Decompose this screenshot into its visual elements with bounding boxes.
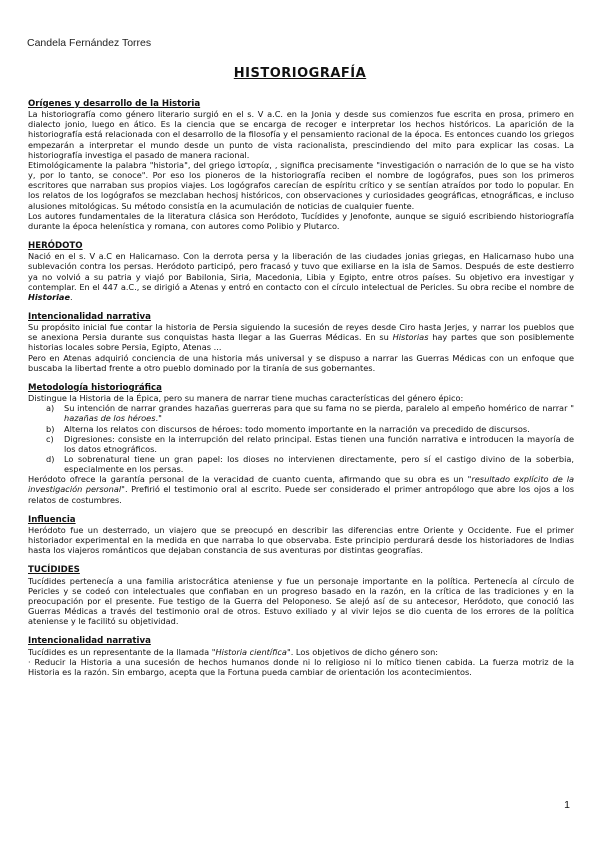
- document-body: [28, 99, 574, 677]
- paragraph: Pero en Atenas adquirió conciencia de una historia más universal y se dispuso a narrar las Guerras Médicas con un enfoque que buscaba la libertad frente a otro pueblo dominado por la tiranía de sus gobernantes.: [28, 352, 574, 373]
- section-heading-metodologia: Metodología historiográfica: [28, 382, 162, 393]
- paragraph: La historiografía como género literario surgió en el s. V a.C. en la Jonia y desde sus comienzos fue escrita en prosa, primero en dialecto jonio, luego en ático. Es la ciencia que se encarga de recoger e interpretar los hechos históricos. La aparición de la historiografía está relacionada con el desarrollo de la filosofía y el pensamiento racional de la época. Es entonces cuando los griegos empezarán a interpretar el mundo desde un punto de vista racionalista, prescindiendo del mito para explicar las cosas. La historiografía investiga el pasado de manera racional.: [28, 109, 574, 160]
- section-heading-origenes: Orígenes y desarrollo de la Historia: [28, 99, 201, 109]
- paragraph: Heródoto fue un desterrado, un viajero que se preocupó en describir las diferencias entre Oriente y Occidente. Fue el primer historiador experimental en la medida en que narraba lo que observaba. Este principio perdurará desde los historiadores de Indias hasta los viajeros románticos que dejaban constancia de sus aventuras por distintas geografías.: [28, 524, 574, 556]
- paragraph: Etimológicamente la palabra "historia", del griego ἱστορία, , significa precisamente "investigación o narración de lo que se ha visto y, por lo tanto, se conoce". Por eso los pioneros de la historiografía reciben el nombre de logógrafos, pues son los primeros escritores que narraban sus propios viajes. Los logógrafos carecían de espíritu crítico y se sentían atraídos por todo lo popular. En los relatos de los logógrafos se mezclaban hechosj históricos, con observaciones y curiosidades geográficas, etnográficas, e incluso alusiones mitológicas. Su método consistía en la acumulación de noticias de cualquier fuente.: [28, 159, 574, 211]
- section-heading-tucidides: TUCÍDIDES: [28, 565, 80, 576]
- list-item: b) Alterna los relatos con discursos de héroes: todo momento importante en la narración va precedido de discursos.: [46, 423, 530, 434]
- section-heading-intencionalidad-2: Intencionalidad narrativa: [28, 636, 151, 647]
- paragraph: Su propósito inicial fue contar la historia de Persia siguiendo la sucesión de reyes desde Ciro hasta Jerjes, y narrar los pueblos que se anexiona Persia durante sus conquistas hasta llegar a las Guerras Médicas. En su Historias hay partes que son posiblemente historias locales sobre Persia, Egipto, Atenas ...: [28, 322, 574, 353]
- features-list: [28, 403, 574, 474]
- list-item: a) Su intención de narrar grandes hazañas guerreras para que su fama no se pierda, paralelo al empeño homérico de narrar " hazañas de los héroes.": [46, 403, 574, 424]
- document-title: HISTORIOGRAFÍA: [233, 66, 367, 81]
- paragraph: · Reducir la Historia a una sucesión de hechos humanos donde ni lo religioso ni lo mítico tienen cabida. La fuerza motriz de la Historia es la razón. Sin embargo, acepta que la Fortuna pueda cambiar de orientación los acontecimientos.: [28, 656, 574, 677]
- page-number: 1: [564, 799, 570, 811]
- list-item: c) Digresiones: consiste en la interrupción del relato principal. Estas tienen una función narrativa e introducen la mayoría de los datos etnográficos.: [46, 433, 574, 454]
- paragraph: Los autores fundamentales de la literatura clásica son Heródoto, Tucídides y Jenofonte, aunque se siguió escribiendo historiografía durante la época helenística y romana, con autores como Polibio y Plutarco.: [28, 210, 574, 231]
- paragraph: Distingue la Historia de la Épica, pero su manera de narrar tiene muchas características del género épico:: [28, 393, 464, 404]
- section-heading-intencionalidad: Intencionalidad narrativa: [28, 311, 151, 322]
- paragraph: Heródoto ofrece la garantía personal de la veracidad de cuanto cuenta, afirmando que su obra es un "resultado explícito de la investigación personal". Prefirió el testimonio oral al escrito. Puede ser considerado el primer antropólogo que abre los ojos a los relatos de costumbres.: [28, 474, 574, 505]
- paragraph: Tucídides es un representante de la llamada "Historia científica". Los objetivos de dicho género son:: [28, 646, 439, 657]
- section-heading-herodoto: HERÓDOTO: [28, 241, 83, 252]
- section-heading-influencia: Influencia: [28, 514, 76, 525]
- author-name: Candela Fernández Torres: [27, 37, 152, 49]
- list-item: d) Lo sobrenatural tiene un gran papel: los dioses no intervienen directamente, pero sí el castigo divino de la soberbia, especialmente en los persas.: [46, 454, 574, 475]
- paragraph: Tucídides pertenecía a una familia aristocrática ateniense y fue un personaje importante en la política. Pertenecía al círculo de Pericles y se codeó con intelectuales que confiaban en un progreso basado en la razón, en la crítica de las tradiciones y en la preocupación por el presente. Fue testigo de la Guerra del Peloponeso. Se alejó así de su antecesor, Heródoto, que conoció las Guerras Médicas a través del testimonio oral de otros. Estuvo exiliado y al vivir lejos se dio cuenta de los errores de la política ateniense y le facilitó su objetividad.: [28, 575, 574, 627]
- paragraph: Nació en el s. V a.C en Halicarnaso. Con la derrota persa y la liberación de las ciudades jonias griegas, en Halicarnaso hubo una sublevación contra los persas. Heródoto participó, pero fracasó y tuvo que exiliarse en la isla de Samos. Después de este destierro ya no volvió a su patria y viajó por Babilonia, Siria, Macedonia, Libia y Egipto, entre otros países. Su objetivo era investigar y contemplar. En el 447 a.C., se dirigió a Atenas y entró en contacto con el círculo intelectual de Pericles. Su obra recibe el nombre de Historiae.: [28, 251, 574, 302]
